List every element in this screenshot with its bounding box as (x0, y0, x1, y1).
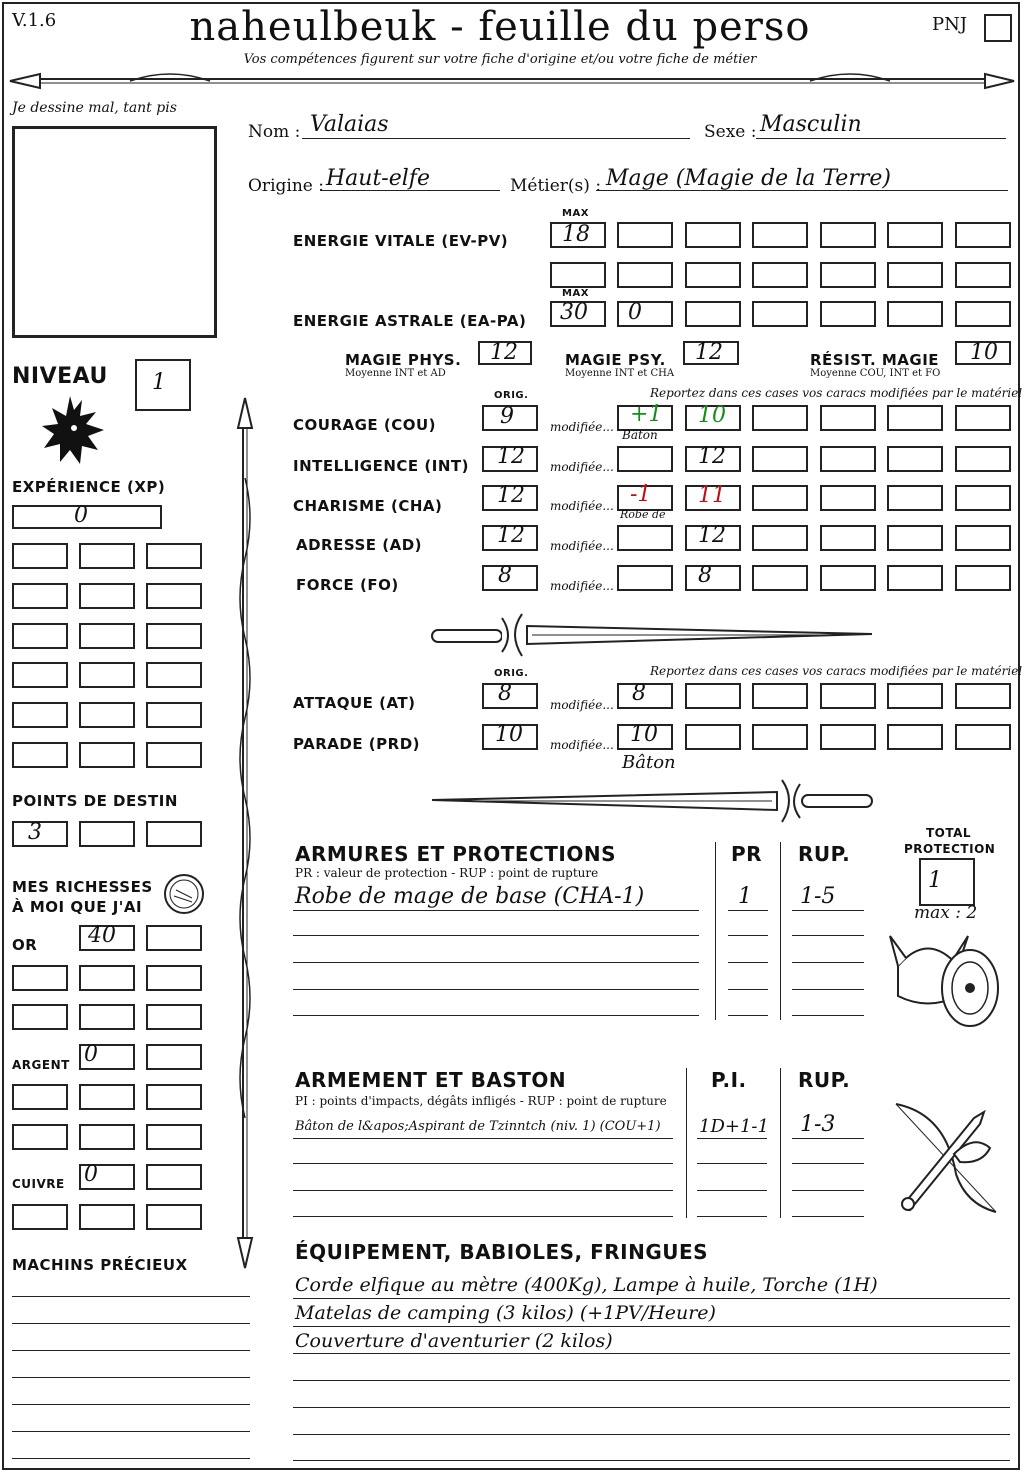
ev-box[interactable] (887, 222, 943, 248)
equipment-line-text[interactable]: Corde elfique au mètre (400Kg), Lampe à huile, Torche (1H) (295, 1274, 878, 1296)
magie-phys-value: 12 (490, 340, 518, 365)
magie-psy-value: 12 (695, 340, 723, 365)
metier-line (596, 190, 1008, 191)
weapon-line (697, 1216, 767, 1217)
fo-box[interactable] (820, 565, 876, 591)
argent-box[interactable] (146, 1044, 202, 1070)
helmet-shield-icon (888, 926, 1008, 1036)
nom-value[interactable]: Valaias (310, 112, 389, 137)
total-protection-label-1: TOTAL (926, 826, 972, 840)
armor-line (728, 989, 768, 990)
cuivre-box[interactable] (79, 1204, 135, 1230)
precious-line (12, 1296, 250, 1297)
weapon-line (697, 1163, 767, 1164)
carac-note: Reportez dans ces cases vos caracs modifiées par le matériel (650, 386, 1023, 400)
ev-box[interactable] (685, 222, 741, 248)
magie-phys-label: MAGIE PHYS. (345, 351, 462, 369)
ea-box[interactable] (887, 301, 943, 327)
prd-box[interactable] (752, 724, 808, 750)
portrait-caption: Je dessine mal, tant pis (12, 100, 177, 116)
cou-mod-value: +1 (630, 402, 663, 427)
equipment-line (293, 1298, 1010, 1299)
weapons-divider (686, 1068, 687, 1218)
destin-label: POINTS DE DESTIN (12, 792, 178, 810)
int-box[interactable] (820, 446, 876, 472)
int-orig-value: 12 (497, 444, 525, 469)
total-protection-label-2: PROTECTION (904, 842, 996, 856)
cou-box[interactable] (752, 405, 808, 431)
ev-box[interactable] (820, 222, 876, 248)
richesses-label-1: MES RICHESSES (12, 878, 153, 896)
or-box[interactable] (146, 925, 202, 951)
armor-line (728, 1015, 768, 1016)
weapons-rup-header: RUP. (798, 1068, 851, 1092)
pnj-label: PNJ (932, 14, 968, 35)
armor-divider (715, 842, 716, 1020)
ad-mod-box[interactable] (617, 525, 673, 551)
argent-box[interactable] (12, 1084, 68, 1110)
ev-box[interactable] (887, 262, 943, 288)
sexe-label: Sexe : (704, 122, 757, 142)
cha-mod-note: Robe de (620, 508, 666, 521)
destin-value: 3 (28, 820, 42, 845)
pnj-checkbox[interactable] (984, 14, 1012, 42)
cuivre-box[interactable] (12, 1204, 68, 1230)
origine-label: Origine : (248, 176, 324, 196)
cuivre-box[interactable] (146, 1164, 202, 1190)
sexe-value[interactable]: Masculin (760, 112, 862, 137)
vertical-spear-icon (230, 398, 260, 1268)
xp-box[interactable] (79, 543, 135, 569)
prd-mod-value: 10 (630, 722, 658, 747)
xp-box[interactable] (12, 662, 68, 688)
at-orig-value: 8 (498, 681, 512, 706)
cou-orig-value: 9 (500, 404, 514, 429)
ad-box[interactable] (887, 525, 943, 551)
equipment-line-text[interactable]: Couverture d'aventurier (2 kilos) (295, 1330, 613, 1352)
combat-note: Reportez dans ces cases vos caracs modifiées par le matériel (650, 664, 1023, 678)
ad-modif-label: modifiée... (550, 539, 614, 553)
cha-orig-value: 12 (497, 483, 525, 508)
int-mod-box[interactable] (617, 446, 673, 472)
precious-line (12, 1350, 250, 1351)
equipment-line (293, 1326, 1010, 1327)
precious-line (12, 1323, 250, 1324)
fo-box[interactable] (752, 565, 808, 591)
weapon-line (792, 1190, 864, 1191)
equipment-line (293, 1380, 1010, 1381)
richesses-label-2: À MOI QUE J'AI (12, 898, 143, 916)
armor-line (792, 935, 864, 936)
xp-box[interactable] (79, 623, 135, 649)
sword-icon (432, 612, 872, 658)
origine-line (320, 190, 500, 191)
weapon-line (293, 1163, 673, 1164)
resist-magie-sub: Moyenne COU, INT et FO (810, 368, 941, 379)
equipment-line (293, 1353, 1010, 1354)
armor-line (293, 935, 699, 936)
weapon-item-name[interactable]: Bâton de l&apos;Aspirant de Tzinntch (niv. 1) (COU+1) (295, 1119, 661, 1134)
weapons-title: ARMEMENT ET BASTON (295, 1068, 567, 1092)
armor-line (293, 962, 699, 963)
xp-value: 0 (74, 503, 88, 528)
ev-box[interactable] (752, 222, 808, 248)
weapon-line (293, 1216, 673, 1217)
precious-line (12, 1377, 250, 1378)
origine-value[interactable]: Haut-elfe (326, 166, 430, 191)
cou-label: COURAGE (COU) (293, 416, 437, 434)
armor-title: ARMURES ET PROTECTIONS (295, 842, 616, 866)
ea-max-value: 30 (560, 300, 588, 325)
xp-box[interactable] (146, 583, 202, 609)
precious-line (12, 1431, 250, 1432)
cha-current-value: 11 (698, 483, 726, 508)
or-box[interactable] (146, 1004, 202, 1030)
cou-mod-note: Bâton (622, 428, 658, 442)
weapons-sub: PI : points d'impacts, dégâts infligés - RUP : point de rupture (295, 1094, 667, 1108)
ev-box[interactable] (685, 262, 741, 288)
int-box[interactable] (752, 446, 808, 472)
total-protection-value: 1 (928, 868, 942, 893)
int-label: INTELLIGENCE (INT) (293, 457, 469, 475)
at-box[interactable] (955, 683, 1011, 709)
cou-box[interactable] (887, 405, 943, 431)
sheet-subtitle: Vos compétences figurent sur votre fiche d'origine et/ou votre fiche de métier (243, 52, 757, 67)
armor-line (728, 962, 768, 963)
ev-box[interactable] (617, 222, 673, 248)
armor-line (728, 935, 768, 936)
weapon-line (792, 1216, 864, 1217)
metier-value[interactable]: Mage (Magie de la Terre) (606, 166, 891, 191)
weapon-line (293, 1138, 673, 1139)
armor-line (792, 989, 864, 990)
xp-box[interactable] (79, 662, 135, 688)
combat-orig-label: ORIG. (494, 668, 529, 679)
ev-max-value: 18 (562, 222, 590, 247)
fo-current-value: 8 (698, 563, 712, 588)
equipment-line (293, 1434, 1010, 1435)
nom-line (302, 138, 690, 139)
armor-line (293, 1015, 699, 1016)
at-mod-value: 8 (632, 681, 646, 706)
xp-box[interactable] (12, 702, 68, 728)
crossed-weapons-icon (884, 1094, 1008, 1218)
ev-box[interactable] (955, 262, 1011, 288)
cha-label: CHARISME (CHA) (293, 497, 443, 515)
or-box[interactable] (79, 1004, 135, 1030)
cuivre-label: CUIVRE (12, 1177, 65, 1191)
weapon-line (792, 1163, 864, 1164)
argent-value: 0 (84, 1042, 98, 1067)
metier-label: Métier(s) : (510, 176, 602, 196)
argent-box[interactable] (79, 1124, 135, 1150)
weapon-item-rup[interactable]: 1-3 (800, 1112, 836, 1137)
at-box[interactable] (752, 683, 808, 709)
armor-divider (780, 842, 781, 1020)
armor-line (792, 962, 864, 963)
portrait-box[interactable] (12, 126, 217, 338)
weapon-line (697, 1190, 767, 1191)
ea-box[interactable] (617, 301, 673, 327)
argent-box[interactable] (79, 1084, 135, 1110)
argent-box[interactable] (146, 1084, 202, 1110)
coin-icon (162, 872, 206, 916)
weapon-line (697, 1138, 767, 1139)
ev-box[interactable] (820, 262, 876, 288)
at-box[interactable] (820, 683, 876, 709)
cha-box[interactable] (955, 485, 1011, 511)
ea-max-label: MAX (562, 288, 589, 299)
ev-box[interactable] (752, 262, 808, 288)
ev-box[interactable] (550, 262, 606, 288)
sheet-title: naheulbeuk - feuille du perso (189, 4, 811, 50)
cou-modif-label: modifiée... (550, 420, 614, 434)
int-box[interactable] (887, 446, 943, 472)
xp-box[interactable] (79, 702, 135, 728)
armor-pr-header: PR (731, 842, 763, 866)
ad-box[interactable] (752, 525, 808, 551)
argent-label: ARGENT (12, 1058, 70, 1072)
cha-box[interactable] (887, 485, 943, 511)
at-box[interactable] (887, 683, 943, 709)
int-box[interactable] (955, 446, 1011, 472)
at-label: ATTAQUE (AT) (293, 694, 416, 712)
ea-current-value: 0 (628, 300, 642, 325)
argent-box[interactable] (146, 1124, 202, 1150)
xp-box[interactable] (12, 742, 68, 768)
prd-box[interactable] (820, 724, 876, 750)
ea-label: ENERGIE ASTRALE (EA-PA) (293, 312, 527, 330)
armor-line (293, 989, 699, 990)
armor-line (792, 1015, 864, 1016)
int-current-value: 12 (698, 444, 726, 469)
equipment-title: ÉQUIPEMENT, BABIOLES, FRINGUES (295, 1240, 709, 1264)
xp-box[interactable] (146, 662, 202, 688)
destin-box[interactable] (79, 821, 135, 847)
nom-label: Nom : (248, 122, 301, 142)
ad-orig-value: 12 (497, 523, 525, 548)
version-label: V.1.6 (12, 10, 57, 31)
at-modif-label: modifiée... (550, 698, 614, 712)
dragon-head-icon (40, 392, 106, 466)
or-label: OR (12, 936, 38, 954)
fo-box[interactable] (955, 565, 1011, 591)
precious-line (12, 1404, 250, 1405)
prd-modif-label: modifiée... (550, 738, 614, 752)
armor-item-rup[interactable]: 1-5 (800, 884, 836, 909)
or-value: 40 (88, 923, 116, 948)
ad-box[interactable] (820, 525, 876, 551)
cuivre-value: 0 (84, 1162, 98, 1187)
equipment-line (293, 1407, 1010, 1408)
ad-box[interactable] (955, 525, 1011, 551)
xp-box[interactable] (146, 543, 202, 569)
resist-magie-value: 10 (970, 340, 998, 365)
sword-icon (432, 778, 872, 824)
weapon-line (293, 1190, 673, 1191)
armor-line (728, 910, 768, 911)
armor-sub: PR : valeur de protection - RUP : point de rupture (295, 866, 599, 880)
or-box[interactable] (12, 1004, 68, 1030)
spear-divider-icon (10, 64, 1014, 94)
argent-box[interactable] (12, 1124, 68, 1150)
cou-current-value: 10 (698, 403, 726, 428)
ad-label: ADRESSE (AD) (296, 536, 423, 554)
weapons-pi-header: P.I. (711, 1068, 747, 1092)
xp-box[interactable] (146, 623, 202, 649)
cha-box[interactable] (752, 485, 808, 511)
cou-box[interactable] (820, 405, 876, 431)
or-box[interactable] (12, 965, 68, 991)
sexe-line (756, 138, 1006, 139)
cou-box[interactable] (955, 405, 1011, 431)
fo-mod-box[interactable] (617, 565, 673, 591)
xp-box[interactable] (79, 583, 135, 609)
machins-precieux-label: MACHINS PRÉCIEUX (12, 1256, 188, 1274)
cha-mod-value: -1 (630, 482, 652, 507)
or-box[interactable] (79, 965, 135, 991)
fo-label: FORCE (FO) (296, 576, 399, 594)
xp-box[interactable] (146, 702, 202, 728)
ea-box[interactable] (955, 301, 1011, 327)
resist-magie-label: RÉSIST. MAGIE (810, 351, 940, 369)
fo-orig-value: 8 (498, 563, 512, 588)
ea-box[interactable] (820, 301, 876, 327)
armor-line (792, 910, 864, 911)
prd-note: Bâton (622, 752, 676, 773)
prd-box[interactable] (887, 724, 943, 750)
armor-rup-header: RUP. (798, 842, 851, 866)
magie-phys-sub: Moyenne INT et AD (345, 368, 446, 379)
equipment-line-text[interactable]: Matelas de camping (3 kilos) (+1PV/Heure) (295, 1302, 716, 1324)
xp-label: EXPÉRIENCE (XP) (12, 478, 166, 496)
ev-box[interactable] (617, 262, 673, 288)
ev-label: ENERGIE VITALE (EV-PV) (293, 232, 509, 250)
weapon-item-pi[interactable]: 1D+1-1 (699, 1116, 769, 1137)
armor-line (293, 910, 699, 911)
ev-box[interactable] (955, 222, 1011, 248)
fo-current-box[interactable] (685, 565, 741, 591)
equipment-line (293, 1460, 1010, 1461)
total-protection-max: max : 2 (914, 903, 978, 923)
or-box[interactable] (146, 965, 202, 991)
prd-orig-value: 10 (495, 722, 523, 747)
xp-box[interactable] (12, 583, 68, 609)
xp-box[interactable] (146, 742, 202, 768)
ad-current-value: 12 (698, 523, 726, 548)
carac-orig-label: ORIG. (494, 390, 529, 401)
ea-box[interactable] (685, 301, 741, 327)
fo-box[interactable] (887, 565, 943, 591)
prd-box[interactable] (955, 724, 1011, 750)
cuivre-box[interactable] (146, 1204, 202, 1230)
armor-item-pr[interactable]: 1 (738, 884, 752, 909)
magie-psy-label: MAGIE PSY. (565, 351, 666, 369)
ea-box[interactable] (752, 301, 808, 327)
weapon-line (792, 1138, 864, 1139)
fo-modif-label: modifiée... (550, 579, 614, 593)
prd-label: PARADE (PRD) (293, 735, 421, 753)
magie-psy-sub: Moyenne INT et CHA (565, 368, 675, 379)
xp-box[interactable] (12, 543, 68, 569)
cha-box[interactable] (820, 485, 876, 511)
prd-box[interactable] (685, 724, 741, 750)
cha-modif-label: modifiée... (550, 499, 614, 513)
niveau-label: NIVEAU (12, 364, 108, 389)
ev-max-label: MAX (562, 208, 589, 219)
precious-line (12, 1458, 250, 1459)
int-modif-label: modifiée... (550, 460, 614, 474)
xp-box[interactable] (79, 742, 135, 768)
weapons-divider (780, 1068, 781, 1218)
xp-box[interactable] (12, 623, 68, 649)
at-box[interactable] (685, 683, 741, 709)
niveau-value: 1 (152, 370, 166, 395)
armor-item-name[interactable]: Robe de mage de base (CHA-1) (295, 884, 645, 909)
destin-box[interactable] (146, 821, 202, 847)
